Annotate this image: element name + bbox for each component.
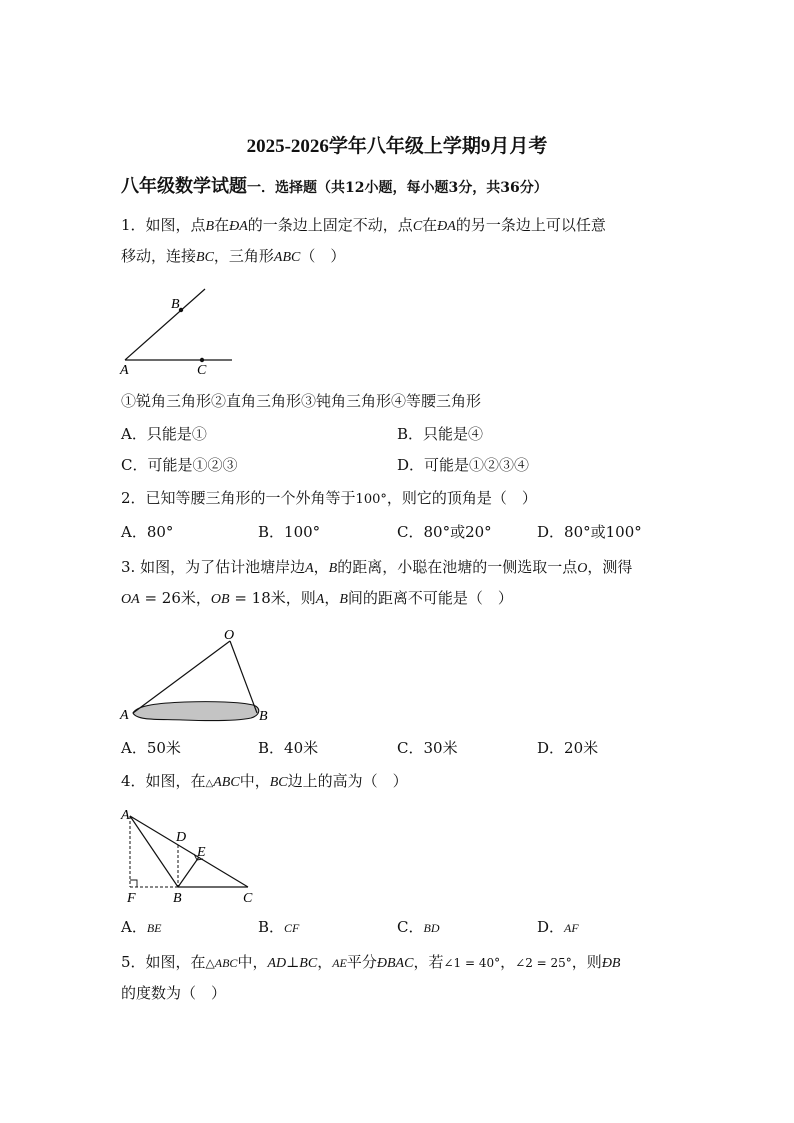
- q1-text: 在: [214, 216, 230, 234]
- q5-stem-line-2: 的度数为（ ）: [121, 984, 227, 1002]
- q5-text: 5．如图，在: [121, 953, 206, 971]
- q3-math-b: B: [339, 592, 348, 607]
- q1-stem-line-2: [121, 249, 345, 265]
- q1-text: ，三角形: [213, 247, 274, 265]
- q3-option-a[interactable]: A．50米: [121, 739, 181, 757]
- q4-figure-right-angle-f: [130, 880, 137, 887]
- q1-option-a[interactable]: A．只能是①: [121, 425, 207, 443]
- q1-figure-label-c: C: [197, 363, 207, 378]
- q4-figure-segment-be: [178, 857, 199, 887]
- q4-text: 4．如图，在: [121, 772, 206, 790]
- q2-option-b[interactable]: B．100°: [258, 523, 321, 541]
- q3-stem-line-1: [121, 560, 632, 576]
- q1-option-d[interactable]: D．可能是①②③④: [397, 456, 530, 474]
- q4-option-letter: A．: [121, 918, 147, 936]
- q3-option-d[interactable]: D．20米: [537, 739, 599, 757]
- q1-text: 的一条边上固定不动，点: [247, 216, 413, 234]
- q3-pond-figure: [115, 625, 280, 725]
- q4-math-bc: BC: [269, 775, 288, 790]
- q1-math-angle-a: ÐA: [229, 219, 248, 234]
- q1-figure-label-a: A: [120, 363, 129, 378]
- q5-math-triangle-abc: △ABC: [205, 956, 238, 970]
- q1-answer-blank: （ ）: [300, 247, 346, 265]
- q5-math-angle-1: ∠1 = 40°: [443, 956, 501, 970]
- q3-text: = 18米，则: [229, 589, 316, 607]
- q5-math-angle-b: ÐB: [601, 956, 621, 971]
- q5-math-angle-bac: ÐBAC: [376, 956, 414, 971]
- q3-math-ob: OB: [210, 592, 230, 607]
- q5-text: ，则: [571, 953, 602, 971]
- q4-figure-side-ac: [130, 816, 248, 887]
- q1-math-abc: ABC: [273, 250, 301, 265]
- q3-math-a: A: [305, 561, 314, 576]
- q4-figure-label-d: D: [176, 830, 187, 845]
- q4-triangle-figure: [115, 805, 265, 905]
- q1-option-c[interactable]: C．可能是①②③: [121, 456, 238, 474]
- q4-option-d[interactable]: [537, 920, 579, 935]
- q3-text: 3. 如图，为了估计池塘岸边: [121, 558, 306, 576]
- q2-math-angle: 100°: [355, 492, 387, 507]
- q1-angle-figure: [115, 283, 240, 378]
- q4-stem: [121, 774, 408, 790]
- q1-text: 1．如图，点: [121, 216, 206, 234]
- q1-text: 移动，连接: [121, 247, 197, 265]
- q4-option-value: BD: [423, 921, 440, 935]
- q3-stem-line-2: [121, 591, 513, 607]
- q4-option-a[interactable]: [121, 920, 162, 935]
- q4-figure-label-f: F: [127, 891, 136, 905]
- q5-text: 中，: [237, 953, 268, 971]
- q1-math-angle-a: ÐA: [437, 219, 456, 234]
- q1-math-c: C: [412, 219, 423, 234]
- q2-option-c[interactable]: C．80°或20°: [397, 523, 492, 541]
- q3-math-o: O: [577, 561, 588, 576]
- q3-text: ，测得: [587, 558, 633, 576]
- q4-figure-side-ab: [130, 816, 178, 887]
- q4-option-letter: B．: [258, 918, 285, 936]
- q1-math-bc: BC: [196, 250, 214, 265]
- exam-subtitle: 八年级数学试题: [121, 176, 247, 197]
- q5-text: ，若: [413, 953, 444, 971]
- exam-title: 2025-2026学年八年级上学期9月月考: [246, 136, 548, 157]
- q5-stem-line-1: [121, 955, 620, 971]
- q3-math-b: B: [328, 561, 338, 576]
- q4-option-b[interactable]: [258, 920, 299, 935]
- q4-option-c[interactable]: [397, 920, 439, 935]
- q4-text: 边上的高为（ ）: [287, 772, 408, 790]
- q3-option-b[interactable]: B．40米: [258, 739, 319, 757]
- q2-stem: [121, 491, 537, 506]
- q1-figure-point-c: [200, 358, 204, 362]
- q4-math-abc: ABC: [213, 775, 240, 790]
- q1-statement: ①锐角三角形②直角三角形③钝角三角形④等腰三角形: [121, 392, 482, 410]
- q1-figure-ray-ab: [125, 289, 205, 360]
- q2-option-a[interactable]: A．80°: [121, 523, 174, 541]
- q3-text: 的距离，小聪在池塘的一侧选取一点: [337, 558, 578, 576]
- q4-figure-label-a: A: [121, 808, 130, 823]
- q4-option-value: CF: [284, 921, 300, 935]
- q5-math-ae: AE: [332, 956, 347, 970]
- triangle-symbol-icon: △: [205, 778, 214, 789]
- q3-figure-label-b: B: [259, 709, 268, 724]
- heading-line: [121, 178, 548, 196]
- q3-text: = 26米，: [139, 589, 211, 607]
- q4-figure-label-e: E: [197, 845, 206, 860]
- q2-text: 2．已知等腰三角形的一个外角等于: [121, 489, 356, 507]
- q1-text: 的另一条边上可以任意: [455, 216, 606, 234]
- q2-option-d[interactable]: D．80°或100°: [537, 523, 642, 541]
- q4-option-letter: C．: [397, 918, 424, 936]
- q4-figure-label-b: B: [173, 891, 182, 905]
- q5-text: ，: [317, 953, 333, 971]
- q3-figure-label-o: O: [224, 628, 235, 643]
- q3-text: ，: [324, 589, 340, 607]
- q3-figure-pond: [133, 702, 259, 721]
- q1-text: 在: [422, 216, 438, 234]
- q3-text: ，: [313, 558, 329, 576]
- q5-text: ，: [500, 953, 516, 971]
- q4-option-value: BE: [146, 921, 162, 935]
- q5-text: 平分: [346, 953, 377, 971]
- q5-math-ad-perp-bc: AD⊥BC: [267, 956, 318, 971]
- q3-option-c[interactable]: C．30米: [397, 739, 458, 757]
- q1-option-b[interactable]: B．只能是④: [397, 425, 484, 443]
- q5-math-angle-2: ∠2 = 25°: [515, 956, 572, 970]
- q2-text: ，则它的顶角是（ ）: [386, 489, 537, 507]
- q4-figure-label-c: C: [243, 891, 253, 905]
- q1-stem-line-1: [121, 218, 606, 234]
- q3-math-oa: OA: [121, 592, 140, 607]
- section-heading: 一．选择题（共12小题，每小题3分，共36分）: [247, 180, 548, 196]
- q4-option-value: AF: [564, 921, 579, 935]
- q3-math-a: A: [315, 592, 325, 607]
- q4-text: 中，: [239, 772, 270, 790]
- q4-option-letter: D．: [537, 918, 565, 936]
- q1-math-b: B: [205, 219, 215, 234]
- q3-text: 间的距离不可能是（ ）: [347, 589, 513, 607]
- q3-figure-label-a: A: [120, 708, 129, 723]
- q1-figure-label-b: B: [171, 297, 180, 312]
